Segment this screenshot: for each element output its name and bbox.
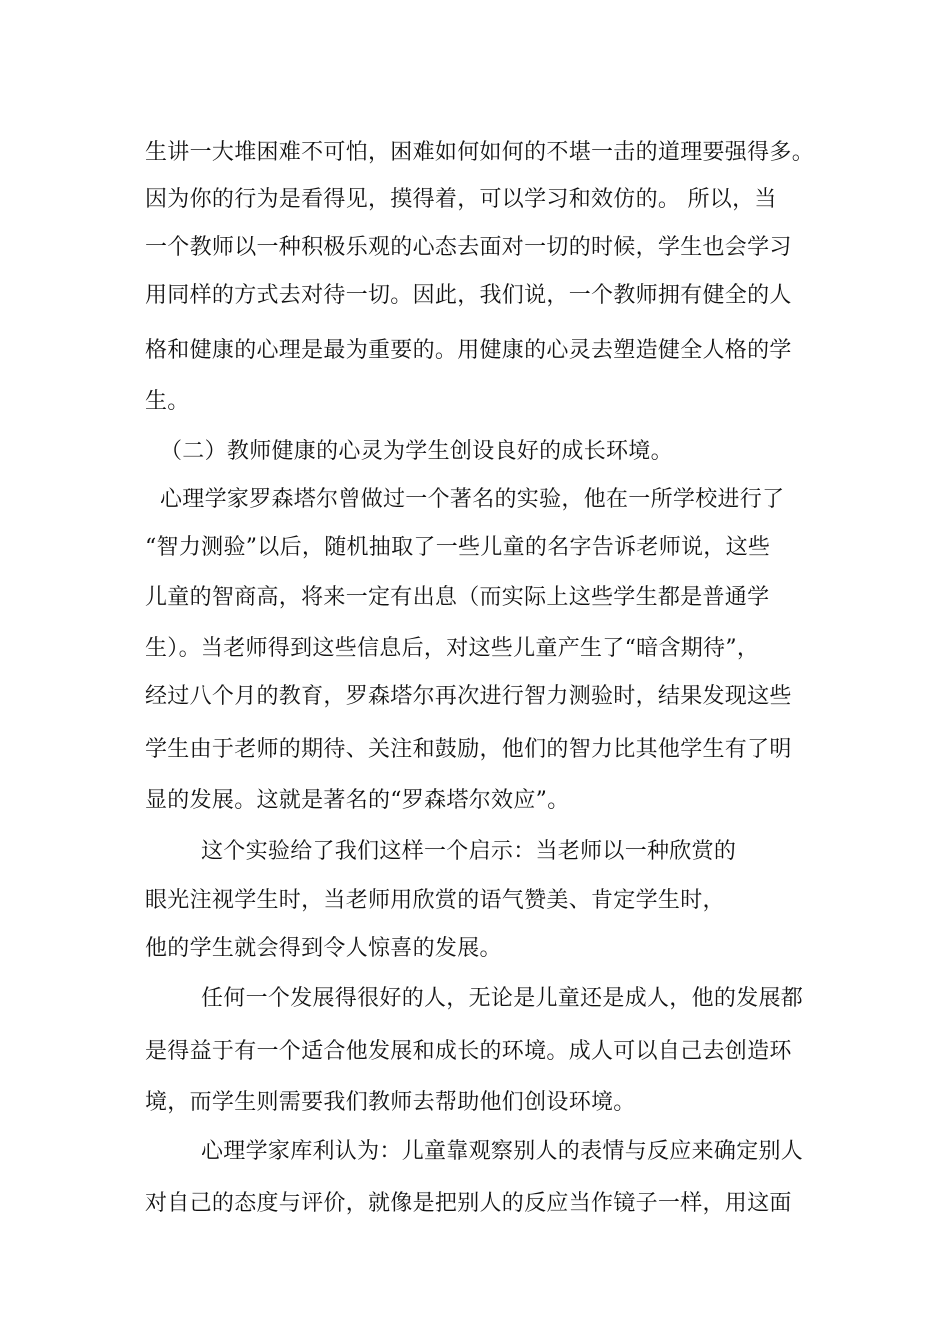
text-line: 这个实验给了我们这样一个启示：当老师以一种欣赏的	[201, 839, 737, 864]
text-line: 对自己的态度与评价，就像是把别人的反应当作镜子一样，用这面	[145, 1191, 792, 1216]
text-line: 一个教师以一种积极乐观的心态去面对一切的时候，学生也会学习	[145, 235, 792, 260]
text-line: 境，而学生则需要我们教师去帮助他们创设环境。	[145, 1090, 636, 1115]
text-line: 眼光注视学生时，当老师用欣赏的语气赞美、肯定学生时，	[145, 888, 725, 913]
text-line: 心理学家库利认为：儿童靠观察别人的表情与反应来确定别人	[201, 1139, 804, 1164]
text-line: 因为你的行为是看得见，摸得着，可以学习和效仿的。 所以，当	[145, 187, 777, 212]
text-line: 任何一个发展得很好的人，无论是儿童还是成人，他的发展都	[201, 986, 804, 1011]
text-line: 他的学生就会得到令人惊喜的发展。	[145, 936, 502, 961]
text-line: 用同样的方式去对待一切。因此，我们说，一个教师拥有健全的人	[145, 283, 792, 308]
text-line: 显的发展。这就是著名的“罗森塔尔效应”。	[145, 788, 570, 813]
text-line: 格和健康的心理是最为重要的。用健康的心灵去塑造健全人格的学	[145, 338, 792, 363]
text-line: 经过八个月的教育，罗森塔尔再次进行智力测验时，结果发现这些	[145, 684, 792, 709]
text-line: 是得益于有一个适合他发展和成长的环境。成人可以自己去创造环	[145, 1039, 792, 1064]
text-line: 生讲一大堆困难不可怕，困难如何如何的不堪一击的道理要强得多。	[145, 140, 815, 165]
text-line: 儿童的智商高，将来一定有出息（而实际上这些学生都是普通学	[145, 585, 770, 610]
text-line: 生。	[145, 389, 190, 414]
text-line: 学生由于老师的期待、关注和鼓励，他们的智力比其他学生有了明	[145, 737, 792, 762]
text-line: 心理学家罗森塔尔曾做过一个著名的实验，他在一所学校进行了	[160, 487, 785, 512]
section-heading: （二）教师健康的心灵为学生创设良好的成长环境。	[160, 439, 673, 464]
text-line: 生）。当老师得到这些信息后，对这些儿童产生了“暗含期待”，	[145, 636, 760, 661]
text-line: “智力测验”以后，随机抽取了一些儿童的名字告诉老师说，这些	[145, 535, 771, 560]
